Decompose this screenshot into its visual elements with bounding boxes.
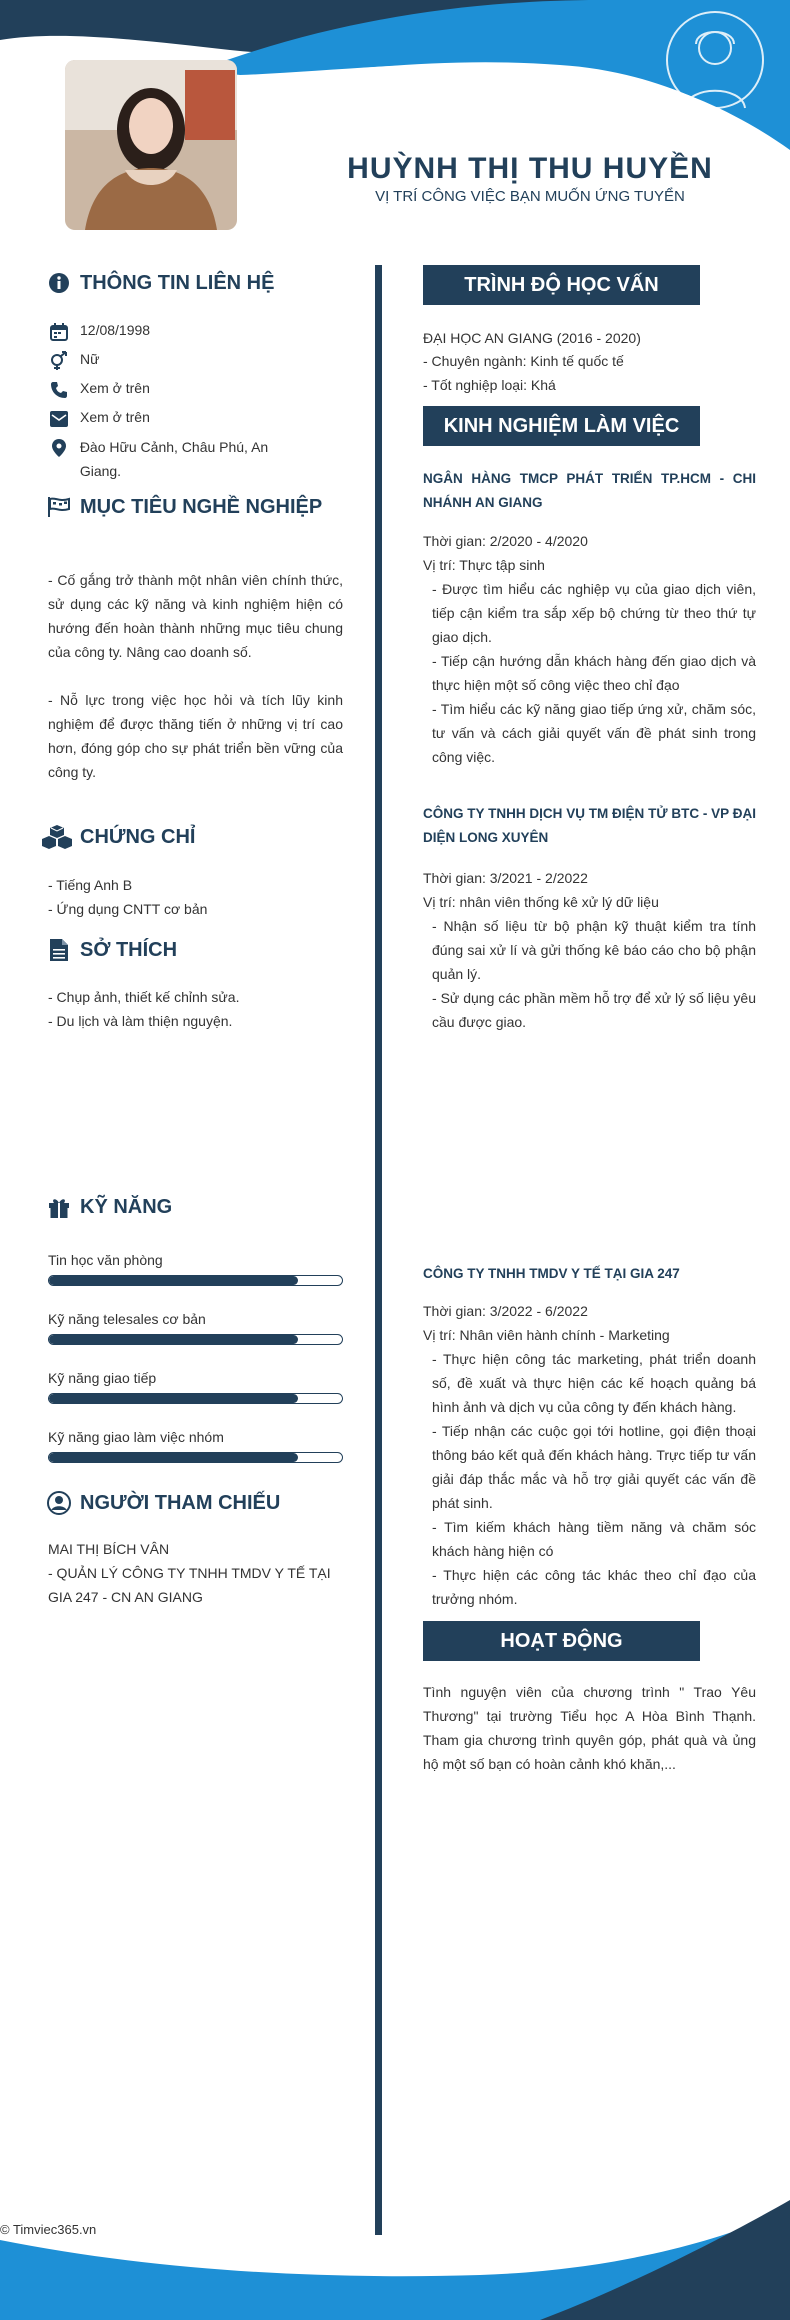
certificate-item: - Tiếng Anh B	[48, 877, 133, 893]
job-duty: - Thực hiện các công tác khác theo chỉ đạo của trưởng nhóm.	[432, 1567, 756, 1607]
objective-paragraph-2: - Nỗ lực trong việc học hỏi và tích lũy kinh nghiệm để được thăng tiến ở những vị trí cao hơn, đóng góp cho sự phát triển bền vững của công ty.	[48, 692, 343, 780]
certificates-heading-text: CHỨNG CHỈ	[80, 825, 196, 848]
skill-level-fill	[49, 1335, 298, 1344]
objective-paragraph-1: - Cố gắng trở thành một nhân viên chính thức, sử dụng các kỹ năng và kinh nghiệm hiện có hướng đến hoàn thành những mục tiêu chung của công ty. Nâng cao doanh số.	[48, 572, 343, 660]
skill-level-bar	[48, 1393, 343, 1404]
hobbies-section-heading	[46, 935, 177, 965]
contact-birthday	[48, 322, 150, 342]
reference-name: MAI THỊ BÍCH VÂN	[48, 1541, 170, 1557]
job-time: Thời gian: 3/2022 - 6/2022	[423, 1303, 588, 1319]
reference-section-heading	[46, 1488, 280, 1518]
user-circle-icon	[46, 1490, 72, 1516]
hobby-item: - Chụp ảnh, thiết kế chỉnh sửa.	[48, 989, 240, 1005]
candidate-name: HUỲNH THỊ THU HUYỀN	[347, 152, 713, 185]
skills-heading-text: KỸ NĂNG	[80, 1195, 173, 1218]
contact-section-heading	[46, 268, 274, 298]
job-role: Vị trí: nhân viên thống kê xử lý dữ liệu	[423, 894, 659, 910]
document-icon	[46, 937, 72, 963]
education-school: ĐẠI HỌC AN GIANG (2016 - 2020)	[423, 330, 641, 346]
job-duty: - Tiếp cận hướng dẫn khách hàng đến giao dịch và thực hiện một số công việc theo chỉ đạo	[432, 653, 756, 693]
contact-address	[48, 438, 288, 483]
email-text: Xem ở trên	[80, 409, 150, 425]
column-divider	[375, 265, 382, 2235]
activities-section-heading: HOẠT ĐỘNG	[423, 1621, 700, 1661]
envelope-icon	[48, 409, 70, 429]
contact-gender	[48, 351, 99, 371]
map-pin-icon	[48, 438, 70, 458]
desired-position: VỊ TRÍ CÔNG VIỆC BẠN MUỐN ỨNG TUYỂN	[375, 188, 685, 205]
job-role: Vị trí: Thực tập sinh	[423, 557, 545, 573]
contact-email	[48, 409, 150, 429]
info-icon	[46, 270, 72, 296]
education-major: - Chuyên ngành: Kinh tế quốc tế	[423, 353, 624, 369]
profile-photo	[65, 60, 237, 230]
skill-label: Tin học văn phòng	[48, 1252, 163, 1268]
cubes-icon	[42, 824, 72, 850]
job-duty: - Sử dụng các phần mềm hỗ trợ để xử lý số liệu yêu cầu được giao.	[432, 990, 756, 1030]
skills-section-heading	[46, 1192, 172, 1222]
skill-level-fill	[49, 1453, 298, 1462]
job-duty: - Tìm kiếm khách hàng tiềm năng và chăm sóc khách hàng hiện có	[432, 1519, 756, 1559]
job-time: Thời gian: 3/2021 - 2/2022	[423, 870, 588, 886]
skill-level-bar	[48, 1452, 343, 1463]
job-duty: - Nhận số liệu từ bộ phận kỹ thuật kiểm tra tính đúng sai xử lí và gửi thống kê báo cáo cho bộ phận quản lý.	[432, 918, 756, 982]
skill-level-bar	[48, 1334, 343, 1345]
experience-section-heading: KINH NGHIỆM LÀM VIỆC	[423, 406, 700, 446]
footer-wave-decoration	[0, 2180, 790, 2320]
job-role: Vị trí: Nhân viên hành chính - Marketing	[423, 1327, 670, 1343]
skill-level-bar	[48, 1275, 343, 1286]
skill-label: Kỹ năng giao làm việc nhóm	[48, 1429, 224, 1445]
job-duty: - Được tìm hiểu các nghiệp vụ của giao dịch viên, tiếp cận kiểm tra sắp xếp bộ chứng từ theo thứ tự giao dịch.	[432, 581, 756, 645]
hobbies-heading-text: SỞ THÍCH	[80, 938, 178, 961]
certificate-item: - Ứng dụng CNTT cơ bản	[48, 901, 208, 917]
contact-phone	[48, 380, 150, 400]
reference-heading-text: NGƯỜI THAM CHIẾU	[80, 1491, 281, 1514]
birthday-text: 12/08/1998	[80, 322, 151, 338]
job-duty: - Tiếp nhận các cuộc gọi tới hotline, gọi điện thoại thông báo kết quả đến khách hàng. Trực tiếp tư vấn giải đáp thắc mắc và hỗ trợ giải quyết các vấn đề phát sinh.	[432, 1423, 756, 1511]
job-duty: - Tìm hiểu các kỹ năng giao tiếp ứng xử, chăm sóc, tư vấn và cách giải quyết vấn đề phát sinh trong công việc.	[432, 701, 756, 765]
objective-section-heading	[46, 492, 322, 522]
flag-icon	[46, 494, 72, 520]
hobby-item: - Du lịch và làm thiện nguyện.	[48, 1013, 233, 1029]
certificates-section-heading	[42, 822, 195, 852]
skill-label: Kỹ năng telesales cơ bản	[48, 1311, 206, 1327]
activities-text: Tình nguyện viên của chương trình " Trao Yêu Thương" tại trường Tiểu học A Hòa Bình Thạnh. Tham gia chương trình quyên góp, phát quà và ủng hộ một số bạn có hoàn cảnh khó khăn,...	[423, 1684, 756, 1772]
skill-level-fill	[49, 1394, 298, 1403]
skill-level-fill	[49, 1276, 298, 1285]
job-duty: - Thực hiện công tác marketing, phát triển doanh số, đề xuất và thực hiện các kế hoạch quảng bá hình ảnh và dịch vụ của công ty đến khách hàng.	[432, 1351, 756, 1415]
job-company: NGÂN HÀNG TMCP PHÁT TRIỂN TP.HCM - CHI NHÁNH AN GIANG	[423, 471, 756, 510]
phone-text: Xem ở trên	[80, 380, 150, 396]
education-section-heading: TRÌNH ĐỘ HỌC VẤN	[423, 265, 700, 305]
copyright-text: © Timviec365.vn	[0, 2222, 97, 2237]
education-grade: - Tốt nghiệp loại: Khá	[423, 377, 556, 393]
skill-label: Kỹ năng giao tiếp	[48, 1370, 157, 1386]
calendar-icon	[48, 322, 70, 342]
job-company: CÔNG TY TNHH DỊCH VỤ TM ĐIỆN TỬ BTC - VP ĐẠI DIỆN LONG XUYÊN	[423, 806, 756, 845]
contact-heading-text: THÔNG TIN LIÊN HỆ	[80, 271, 275, 294]
job-time: Thời gian: 2/2020 - 4/2020	[423, 533, 588, 549]
job-company: CÔNG TY TNHH TMDV Y TẾ TẠI GIA 247	[423, 1266, 680, 1281]
phone-icon	[48, 380, 70, 400]
gift-icon	[46, 1194, 72, 1220]
gender-icon	[48, 351, 70, 371]
objective-heading-text: MỤC TIÊU NGHỀ NGHIỆP	[80, 495, 323, 518]
address-text: Đào Hữu Cảnh, Châu Phú, An Giang.	[79, 439, 269, 479]
gender-text: Nữ	[80, 351, 100, 367]
reference-title: - QUẢN LÝ CÔNG TY TNHH TMDV Y TẾ TẠI GIA 247 - CN AN GIANG	[48, 1565, 331, 1605]
